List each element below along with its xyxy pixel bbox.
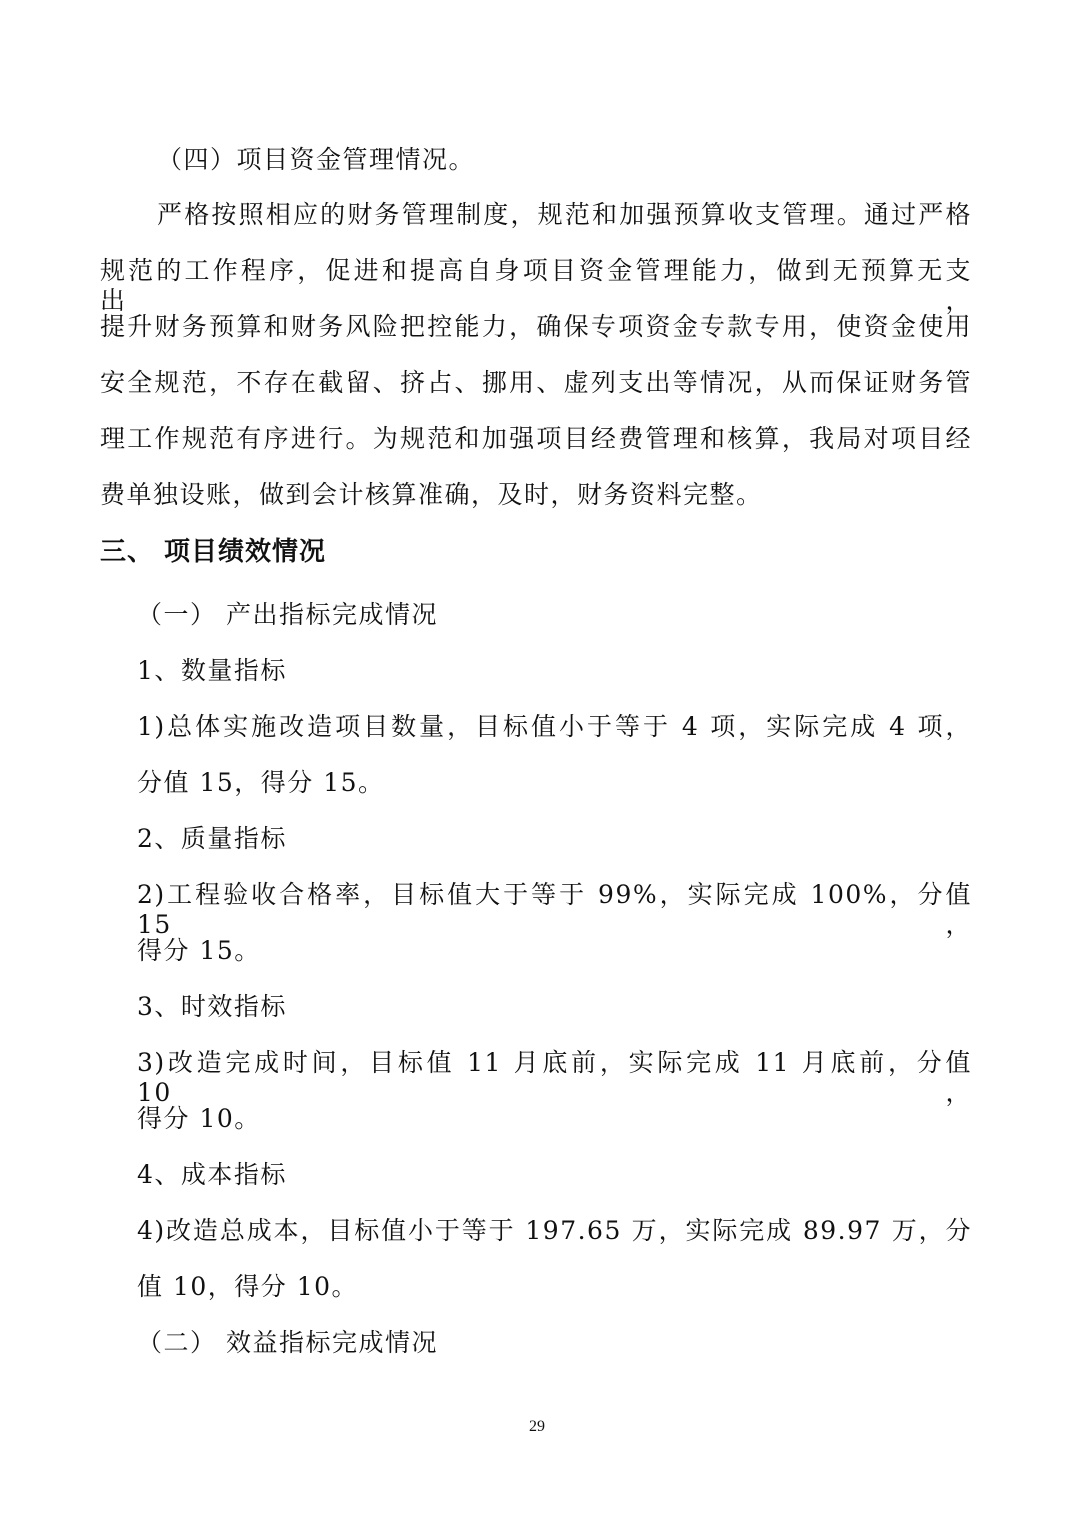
cost-indicator-line: 4)改造总成本，目标值小于等于 197.65 万，实际完成 89.97 万，分 [137, 1216, 972, 1245]
quantity-indicator-heading: 1、数量指标 [137, 656, 287, 685]
quantity-indicator-line: 分值 15，得分 15。 [137, 768, 385, 797]
cost-indicator-heading: 4、成本指标 [137, 1160, 287, 1189]
paragraph-line: 安全规范，不存在截留、挤占、挪用、虚列支出等情况，从而保证财务管 [100, 368, 972, 397]
page-number: 29 [529, 1418, 545, 1435]
paragraph-line: 提升财务预算和财务风险把控能力，确保专项资金专款专用，使资金使用 [100, 312, 972, 341]
cost-indicator-line: 值 10，得分 10。 [137, 1272, 359, 1301]
section-3-heading: 三、 项目绩效情况 [100, 537, 327, 567]
timeliness-indicator-line: 3)改造完成时间，目标值 11 月底前，实际完成 11 月底前，分值 10， [137, 1048, 972, 1107]
output-indicators-heading: （一） 产出指标完成情况 [137, 600, 438, 629]
paragraph-line: 费单独设账，做到会计核算准确，及时，财务资料完整。 [100, 480, 763, 509]
section-4-heading: （四）项目资金管理情况。 [157, 145, 476, 174]
timeliness-indicator-heading: 3、时效指标 [137, 992, 287, 1021]
paragraph-line: 理工作规范有序进行。为规范和加强项目经费管理和核算，我局对项目经 [100, 424, 972, 453]
quality-indicator-heading: 2、质量指标 [137, 824, 287, 853]
paragraph-line: 严格按照相应的财务管理制度，规范和加强预算收支管理。通过严格 [157, 200, 972, 229]
paragraph-line: 规范的工作程序，促进和提高自身项目资金管理能力，做到无预算无支出， [100, 256, 972, 315]
quality-indicator-line: 2)工程验收合格率，目标值大于等于 99%，实际完成 100%，分值 15， [137, 880, 972, 939]
quantity-indicator-line: 1)总体实施改造项目数量，目标值小于等于 4 项，实际完成 4 项， [137, 712, 972, 741]
benefit-indicators-heading: （二） 效益指标完成情况 [137, 1328, 438, 1357]
timeliness-indicator-line: 得分 10。 [137, 1104, 261, 1133]
quality-indicator-line: 得分 15。 [137, 936, 261, 965]
